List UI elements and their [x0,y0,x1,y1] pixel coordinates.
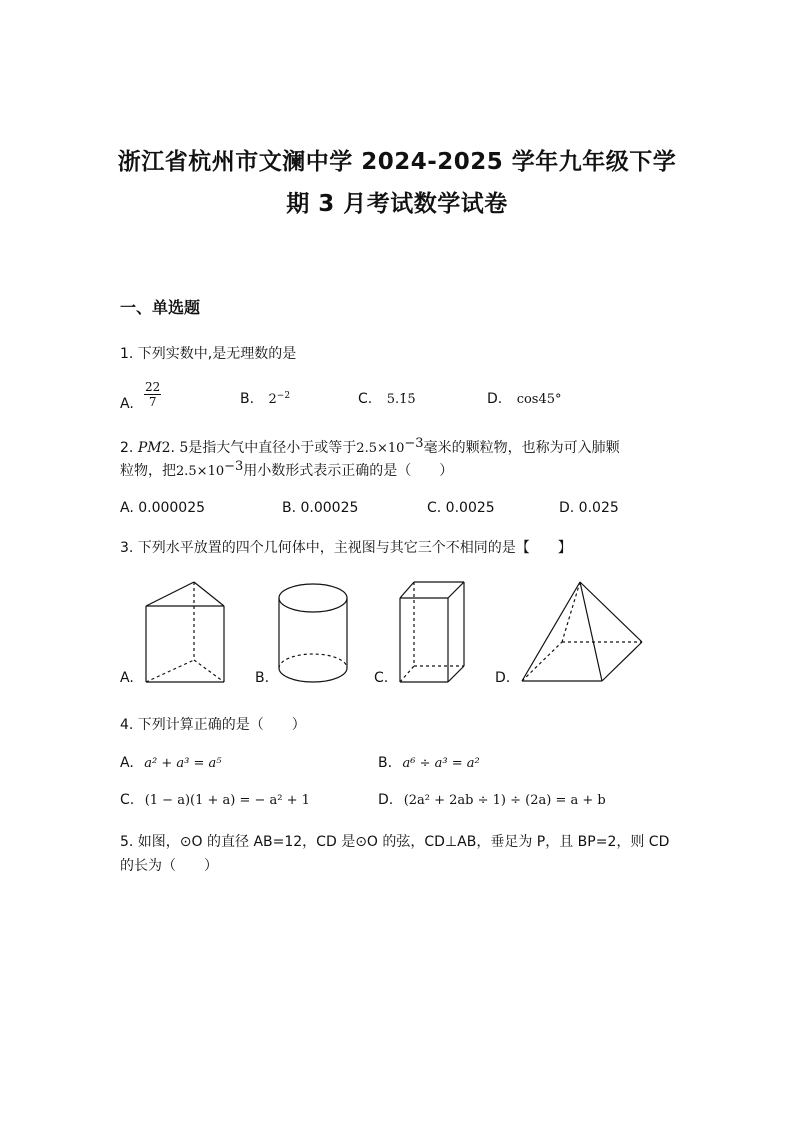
q2-text-4: 用小数形式表示正确的是（ ） [243,463,454,479]
q2-option-c: C. 0.0025 [427,500,495,516]
q1-option-d [487,391,562,407]
q1-a-denominator: 7 [148,395,157,409]
q4-option-a [120,755,221,771]
q2-text-2: 毫米的颗粒物，也称为可入肺颗 [423,440,620,456]
q2-text-3: 粒物，把 [120,463,176,479]
q1-option-a-label: A. [120,396,134,412]
q1-c-value: 5.1̇5̇ [386,392,416,407]
q4-option-b [378,755,480,771]
q1-option-b-label: B. [240,391,255,407]
q1-b-exponent: −2 [276,391,291,401]
q1-option-c [358,391,416,407]
q2-sci-1-base: 2.5×10 [356,441,405,456]
q2-number: 2. [120,440,134,456]
q4-c-expression: (1 − a)(1 + a) = − a² + 1 [144,793,310,808]
q1-a-numerator: 22 [145,380,161,394]
q1-option-c-label: C. [358,391,373,407]
q2-pm-value: 2. 5 [161,440,189,456]
q2-sci-2-exp: −3 [224,459,244,474]
q2-option-b: B. 0.00025 [282,500,359,516]
q1-option-a-fraction [144,380,161,410]
q4-option-c [120,792,310,808]
q4-d-expression: (2a² + 2ab ÷ 1) ÷ (2a) = a + b [403,793,606,808]
q4-option-d [378,792,606,808]
triangular-prism-figure [140,578,230,688]
q3-option-d-label: D. [495,670,511,686]
q1-option-b [240,391,290,407]
q4-option-d-label: D. [378,792,394,808]
q3-option-b-label: B. [255,670,270,686]
question-4-stem: 4. 下列计算正确的是（ ） [120,717,306,733]
q2-sci-2-base: 2.5×10 [176,464,225,479]
pyramid-figure [518,578,648,686]
q2-sci-1-exp: −3 [404,436,424,451]
rectangular-prism-figure [394,578,470,686]
question-2-line-2 [120,460,453,480]
document-title-line-1: 浙江省杭州市文澜中学 2024-2025 学年九年级下学 [117,149,677,175]
q4-option-c-label: C. [120,792,135,808]
q4-option-b-label: B. [378,755,393,771]
q1-b-base: 2 [268,392,277,407]
document-title-line-2: 期 3 月考试数学试卷 [286,191,508,217]
q2-option-d: D. 0.025 [559,500,619,516]
question-5-line-2: 的长为（ ） [120,858,218,874]
q4-option-a-label: A. [120,755,134,771]
q3-option-c-label: C. [374,670,389,686]
q2-pm: PM [137,440,162,456]
question-5-line-1: 5. 如图，⊙O 的直径 AB=12，CD 是⊙O 的弦，CD⊥AB，垂足为 P，且 BP=2，则 CD [120,834,670,850]
section-heading: 一、单选题 [120,298,201,317]
question-1-stem: 1. 下列实数中,是无理数的是 [120,346,297,362]
q1-d-value: cos45° [516,392,562,407]
q3-option-a-label: A. [120,670,134,686]
q2-text-1: 是指大气中直径小于或等于 [188,440,357,456]
question-3-stem: 3. 下列水平放置的四个几何体中，主视图与其它三个不相同的是【 】 [120,540,572,556]
question-2-line-1 [120,437,620,457]
q4-a-expression: a² + a³ = a⁵ [144,756,222,771]
q4-b-expression: a⁶ ÷ a³ = a² [402,756,480,771]
q2-option-a: A. 0.000025 [120,500,206,516]
q1-option-d-label: D. [487,391,503,407]
cylinder-figure [272,580,354,686]
